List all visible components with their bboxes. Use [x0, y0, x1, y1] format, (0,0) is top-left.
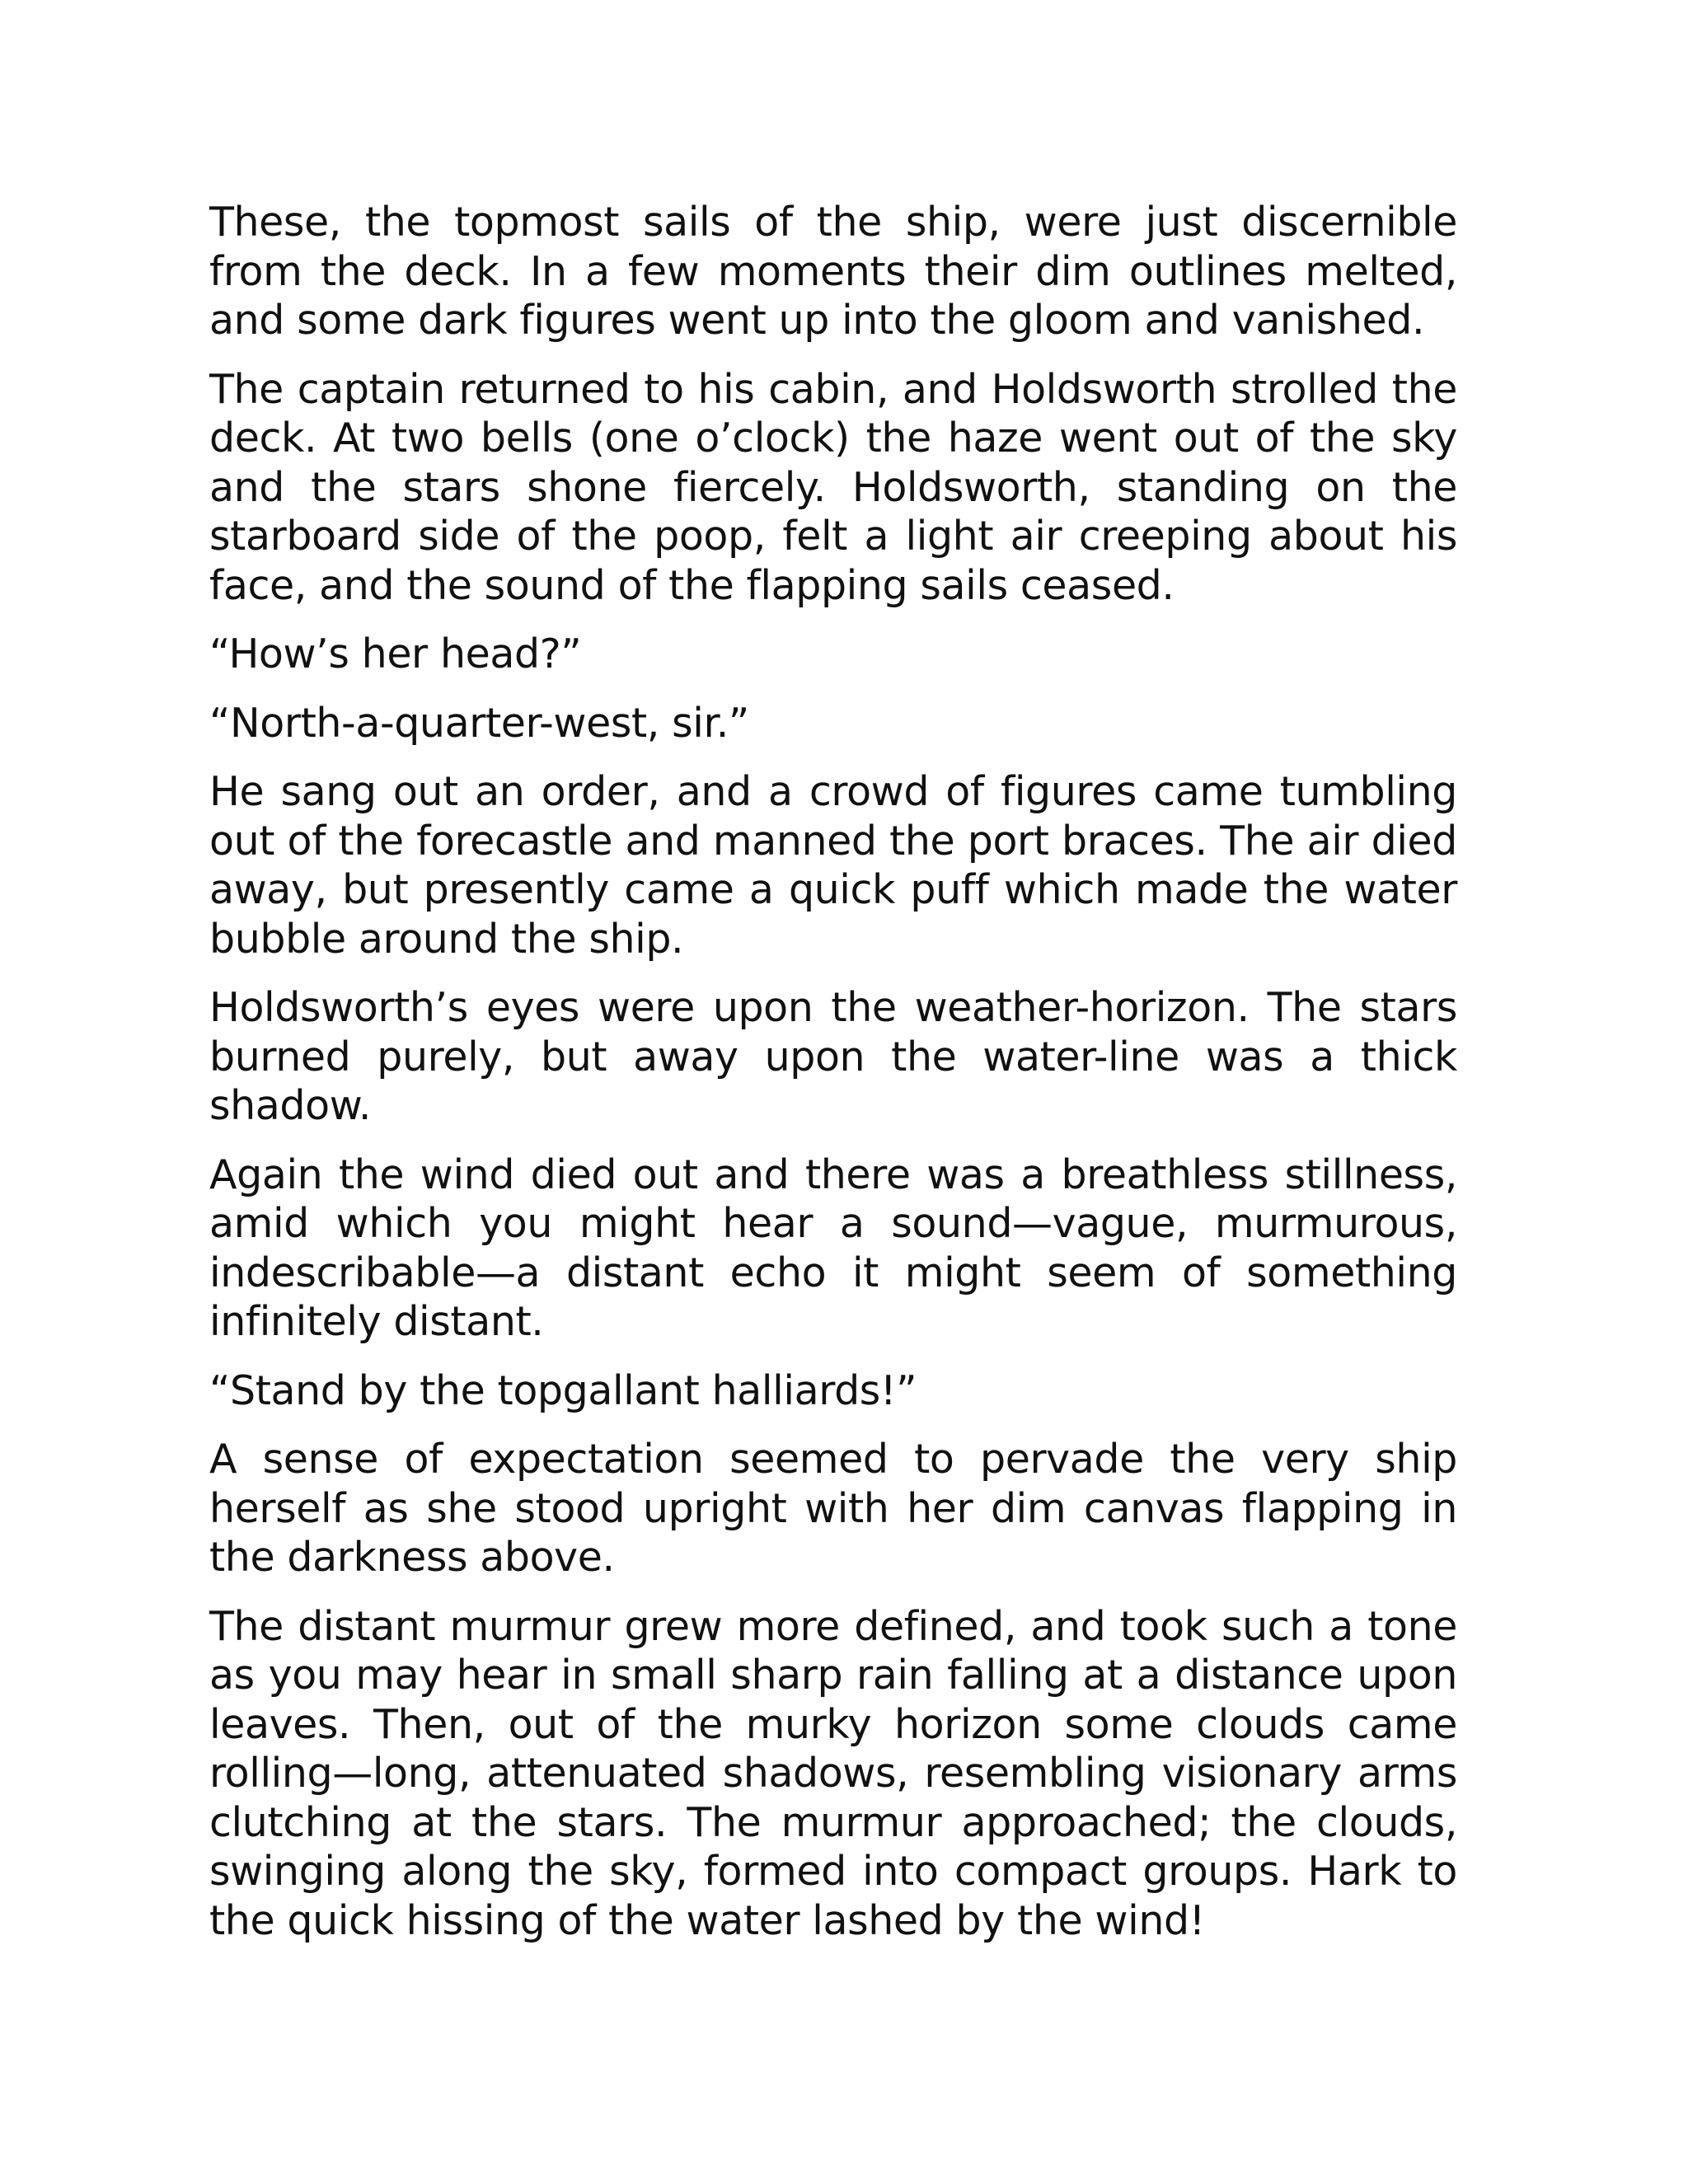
dialogue-stand-by-halliards: “Stand by the topgallant halliards!” [209, 1366, 917, 1414]
paragraph-captain-returned: The captain returned to his cabin, and Holdsworth strolled the deck. At two bells (one o’clock) the haze went out of the sky and the stars shone fiercely. Holdsworth, standing on the starboard side of the poop, felt a light air creeping about his face, and the sound of the flapping sails ceased. [209, 365, 1457, 609]
dialogue-hows-her-head: “How’s her head?” [209, 630, 582, 677]
paragraph-sense-of-expectation: A sense of expectation seemed to pervade the very ship herself as she stood upright with her dim canvas flapping in the darkness above. [209, 1436, 1457, 1581]
paragraph-weather-horizon: Holdsworth’s eyes were upon the weather-horizon. The stars burned purely, but away upon the water-line was a thick shadow. [209, 984, 1457, 1129]
paragraph-distant-murmur: The distant murmur grew more defined, and took such a tone as you may hear in small sharp rain falling at a distance upon leaves. Then, out of the murky horizon some clouds came rolling—long, attenuated shadows, resembling visionary arms clutching at the stars. The murmur approached; the clouds, swinging along the sky, formed into compact groups. Hark to the quick hissing of the water lashed by the wind! [209, 1602, 1457, 1944]
dialogue-north-quarter-west: “North-a-quarter-west, sir.” [209, 699, 749, 747]
paragraph-topmost-sails: These, the topmost sails of the ship, were just discernible from the deck. In a few moments their dim outlines melted, and some dark figures went up into the gloom and vanished. [209, 199, 1457, 344]
paragraph-breathless-stillness: Again the wind died out and there was a breathless stillness, amid which you might hear a sound—vague, murmurous, indescribable—a distant echo it might seem of something infinitely distant. [209, 1151, 1457, 1345]
paragraph-sang-out-order: He sang out an order, and a crowd of figures came tumbling out of the forecastle and manned the port braces. The air died away, but presently came a quick puff which made the water bubble around the ship. [209, 768, 1457, 963]
book-page-text [209, 198, 1457, 1965]
